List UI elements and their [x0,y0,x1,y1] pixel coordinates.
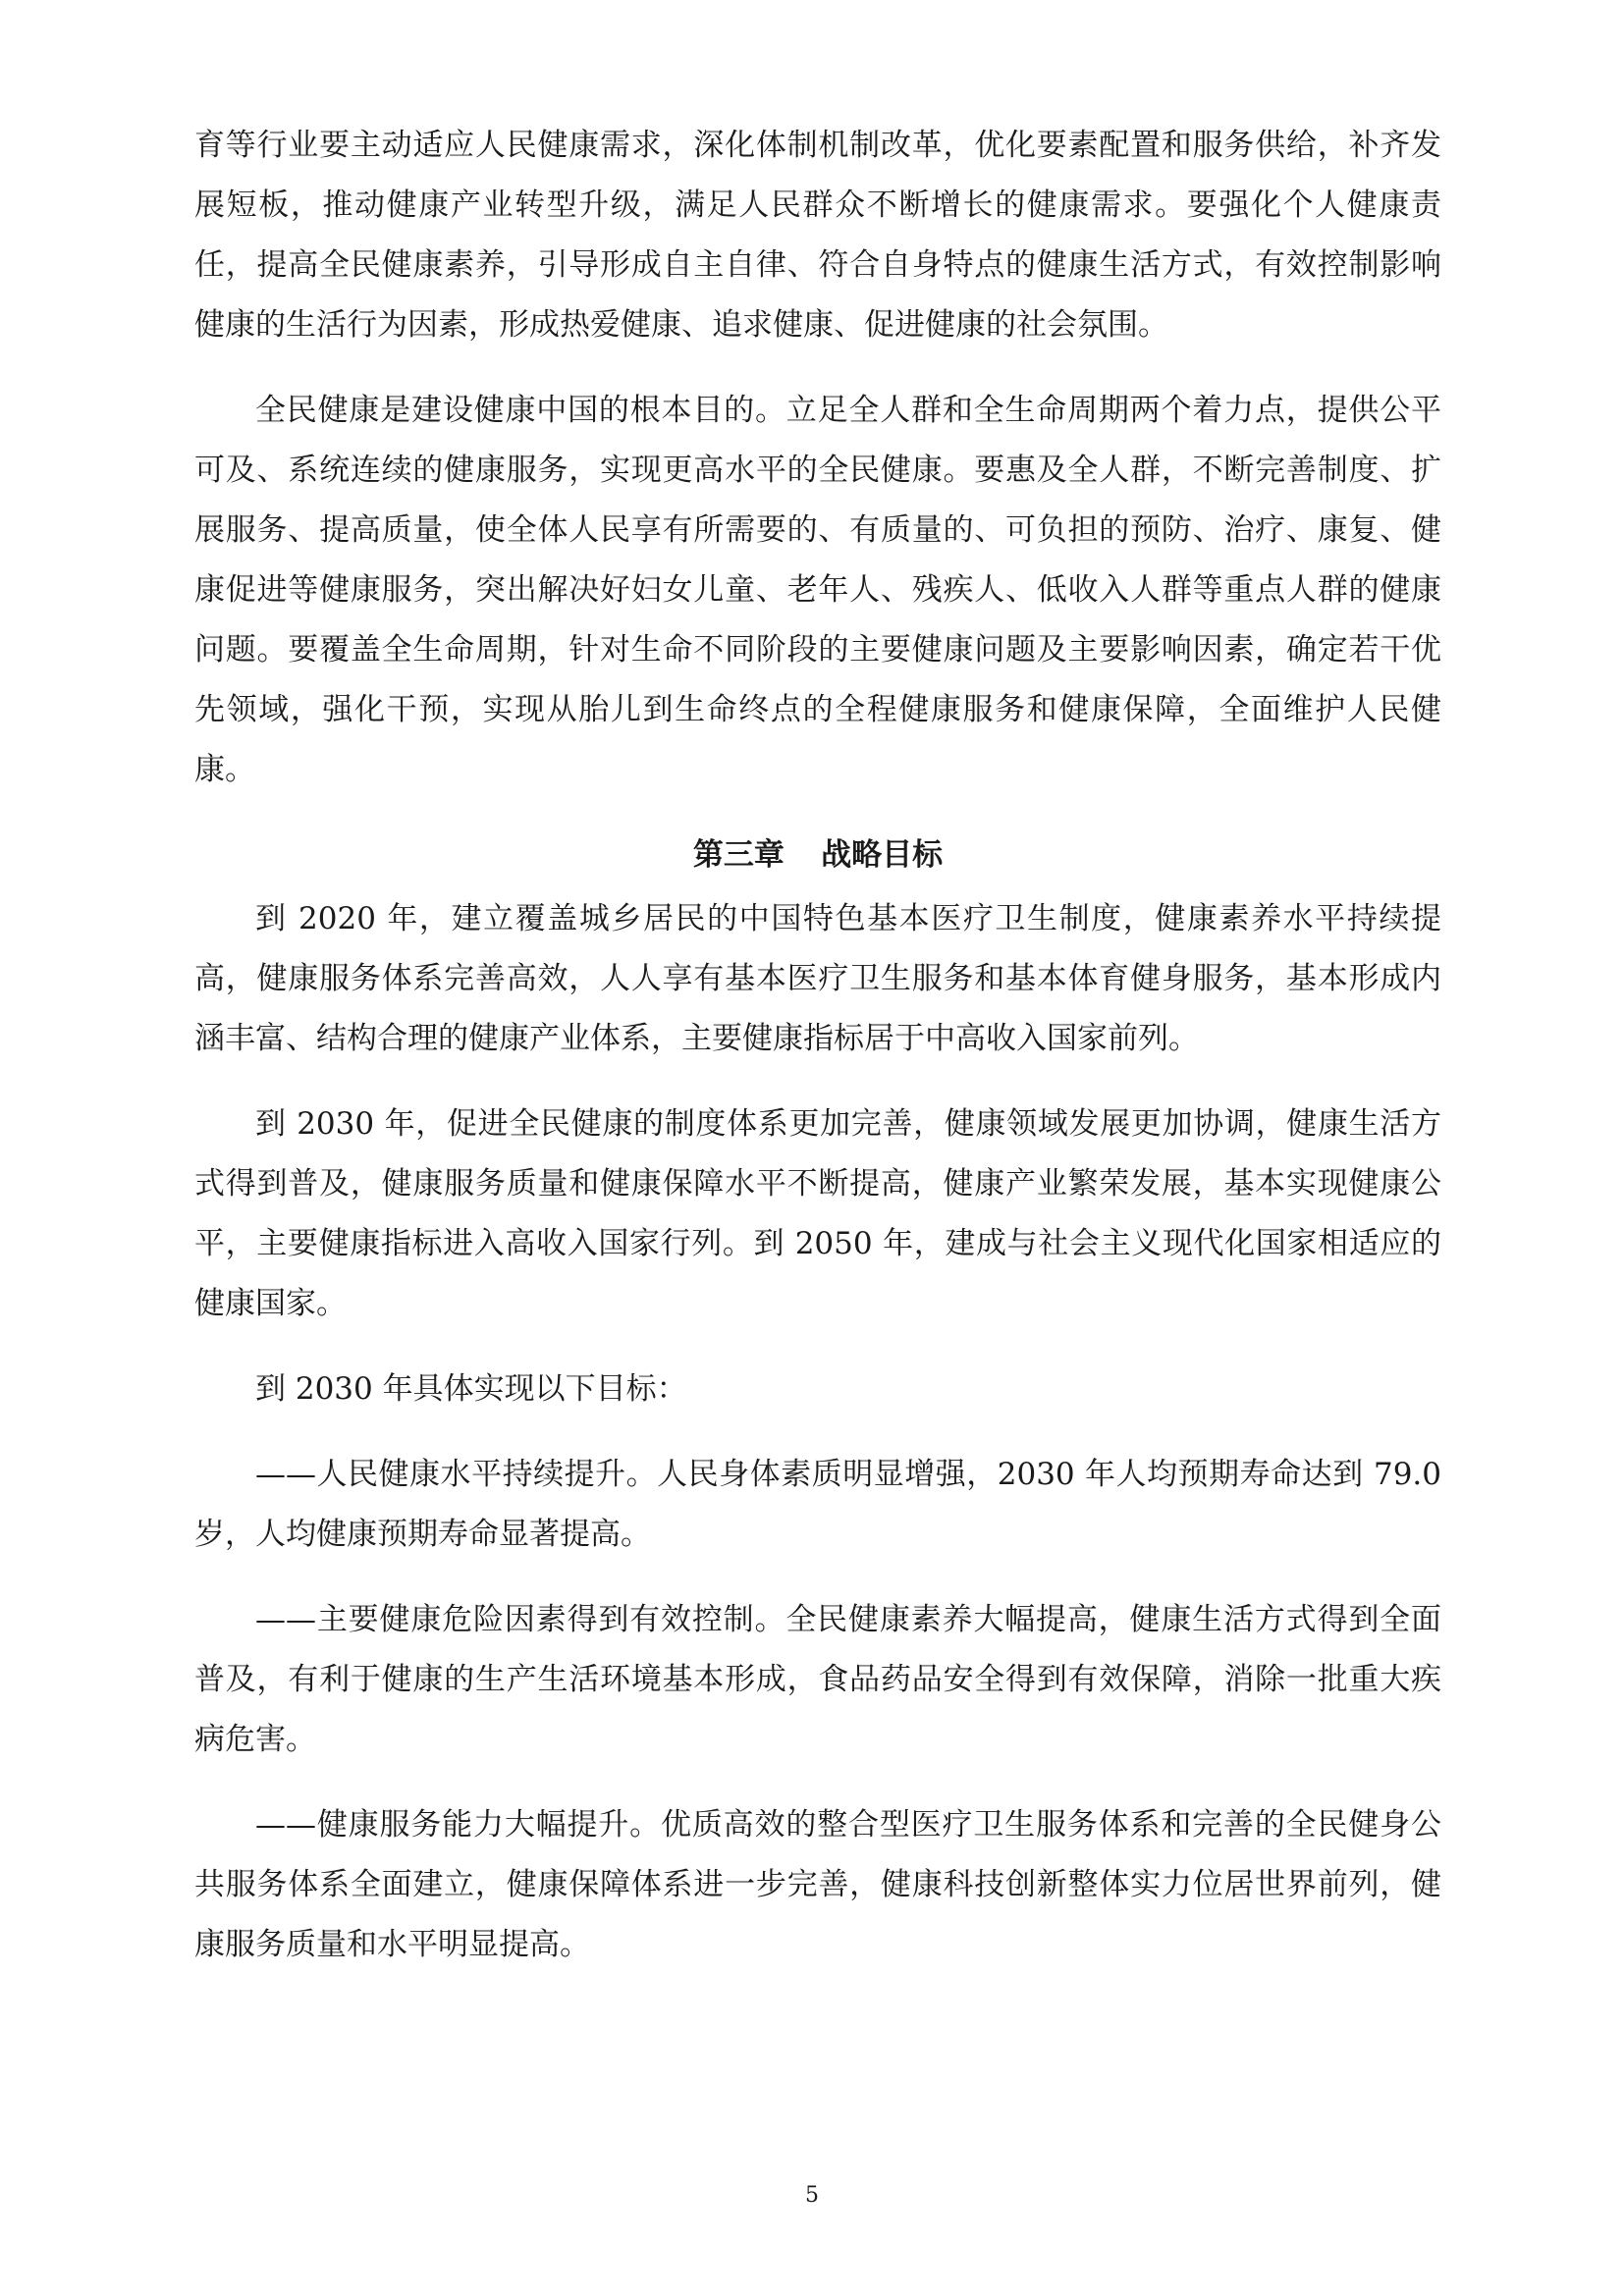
page-number: 5 [805,2183,819,2208]
paragraph-goal-risk-factors: ——主要健康危险因素得到有效控制。全民健康素养大幅提高，健康生活方式得到全面普及，有利于健康的生产生活环境基本形成，食品药品安全得到有效保障，消除一批重大疾病危害。 [194,1602,1441,1757]
chapter-number: 第三章 [692,837,785,873]
paragraph-goal-2030-2050: 到 2030 年，促进全民健康的制度体系更加完善，健康领域发展更加协调，健康生活方式得到普及，健康服务质量和健康保障水平不断提高，健康产业繁荣发展，基本实现健康公平，主要健康指标进入高收入国家行列。到 2050 年，建成与社会主义现代化国家相适应的健康国家。 [194,1106,1441,1321]
chapter-title-text: 战略目标 [821,837,944,873]
paragraph-continued-intro: 育等行业要主动适应人民健康需求，深化体制机制改革，优化要素配置和服务供给，补齐发展短板，推动健康产业转型升级，满足人民群众不断增长的健康需求。要强化个人健康责任，提高全民健康素养，引导形成自主自律、符合自身特点的健康生活方式，有效控制影响健康的生活行为因素，形成热爱健康、追求健康、促进健康的社会氛围。 [194,128,1441,343]
document-page [194,116,1441,2001]
paragraph-goal-health-level: ——人民健康水平持续提升。人民身体素质明显增强，2030 年人均预期寿命达到 79.0 岁，人均健康预期寿命显著提高。 [194,1457,1441,1552]
chapter-heading [194,826,1441,885]
paragraph-goal-service-capacity: ——健康服务能力大幅提升。优质高效的整合型医疗卫生服务体系和完善的全民健身公共服务体系全面建立，健康保障体系进一步完善，健康科技创新整体实力位居世界前列，健康服务质量和水平明显提高。 [194,1807,1441,1962]
paragraph-national-health: 全民健康是建设健康中国的根本目的。立足全人群和全生命周期两个着力点，提供公平可及、系统连续的健康服务，实现更高水平的全民健康。要惠及全人群，不断完善制度、扩展服务、提高质量，使全体人民享有所需要的、有质量的、可负担的预防、治疗、康复、健康促进等健康服务，突出解决好妇女儿童、老年人、残疾人、低收入人群等重点人群的健康问题。要覆盖全生命周期，针对生命不同阶段的主要健康问题及主要影响因素，确定若干优先领域，强化干预，实现从胎儿到生命终点的全程健康服务和健康保障，全面维护人民健康。 [194,393,1441,787]
paragraph-specific-goals-intro: 到 2030 年具体实现以下目标： [255,1371,687,1407]
paragraph-goal-2020: 到 2020 年，建立覆盖城乡居民的中国特色基本医疗卫生制度，健康素养水平持续提高，健康服务体系完善高效，人人享有基本医疗卫生服务和基本体育健身服务，基本形成内涵丰富、结构合理的健康产业体系，主要健康指标居于中高收入国家前列。 [194,901,1441,1056]
